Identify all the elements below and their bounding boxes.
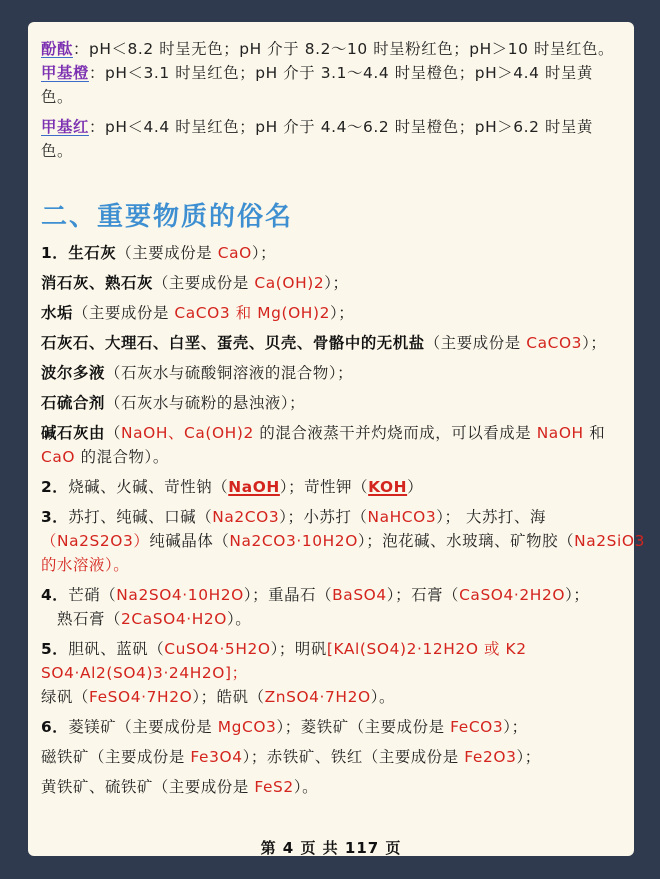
- formula: Ca(OH)2: [254, 274, 325, 292]
- formula: Na2SiO3: [574, 532, 645, 550]
- item-number: 2．: [41, 478, 69, 496]
- formula: SO4·Al2(SO4)3·24H2O]；: [41, 664, 248, 682]
- section-heading: 二、重要物质的俗名: [41, 202, 294, 232]
- formula: CaO: [41, 448, 76, 466]
- item-number: 1．: [41, 244, 69, 262]
- indicator-name: 甲基红: [41, 118, 89, 136]
- item-magnetite: [41, 745, 626, 769]
- item-text: ）；: [329, 304, 355, 322]
- spacer: [41, 163, 626, 193]
- item-soda: [41, 505, 626, 529]
- item-text: ）。: [370, 688, 396, 706]
- formula: Na2SO4·10H2O: [116, 586, 244, 604]
- formula: CaO: [217, 244, 252, 262]
- item-lime-sulfur: [41, 391, 626, 415]
- formula: KOH: [368, 478, 408, 496]
- formula: NaOH: [536, 424, 584, 442]
- item-text: （主要成份是: [72, 304, 175, 322]
- item-green-vitriol: [41, 685, 626, 709]
- item-text: ）；重晶石（: [243, 586, 333, 604]
- formula: Na2CO3·10H2O: [229, 532, 358, 550]
- page-content: [41, 37, 645, 799]
- formula: Fe3O4: [190, 748, 243, 766]
- item-text: ）；: [503, 718, 528, 736]
- item-pyrite: [41, 775, 626, 799]
- item-text: 磁铁矿（主要成份是: [41, 748, 191, 766]
- document-page: [28, 22, 645, 857]
- common-name: 水垢: [41, 304, 73, 322]
- item-text: （主要成份是: [152, 274, 255, 292]
- page-footer: 第 4 页 共 117 页: [260, 839, 402, 857]
- item-text: 的混合液蒸干并灼烧而成，可以看成是: [253, 424, 537, 442]
- item-blue-vitriol: [41, 637, 626, 661]
- item-text: 黄铁矿、硫铁矿（主要成份是: [41, 778, 255, 796]
- item-soda-lime-cont: [41, 445, 626, 469]
- indicator-name: 酚酞: [41, 40, 73, 58]
- item-number: 4．: [41, 586, 69, 604]
- item-text: ）；明矾: [270, 640, 327, 658]
- item-text: ）；菱铁矿（主要成份是: [276, 718, 451, 736]
- indicator-name: 甲基橙: [41, 64, 89, 82]
- item-scale: [41, 301, 626, 325]
- item-text: （主要成份是: [116, 244, 218, 262]
- item-text: 绿矾（: [41, 688, 89, 706]
- item-caustic-soda: [41, 475, 626, 499]
- common-name: 消石灰、熟石灰: [41, 274, 153, 292]
- item-soda-lime: [41, 421, 626, 445]
- item-text: ）。: [227, 610, 252, 628]
- formula: NaOH、Ca(OH)2: [120, 424, 254, 442]
- item-number: 5．: [41, 640, 69, 658]
- indicator-text: ：pH＜4.4 时呈红色；pH 介于 4.4～6.2 时呈橙色；pH＞6.2 时呈黄: [88, 118, 593, 136]
- item-text: ）；: [516, 748, 541, 766]
- item-text: ）。: [293, 778, 319, 796]
- item-number: 3．: [41, 508, 69, 526]
- item-text: ）； 大苏打、海: [436, 508, 546, 526]
- formula: 的水溶液）。: [41, 556, 130, 574]
- item-slaked-lime: [41, 271, 626, 295]
- item-glauber-salt: [41, 583, 626, 607]
- item-text: ）；: [251, 244, 277, 262]
- formula: Na2CO3: [212, 508, 280, 526]
- item-text: （石灰水与硫酸铜溶液的混合物）；: [104, 364, 354, 382]
- common-name: 碱石灰由: [41, 424, 105, 442]
- item-blue-vitriol-cont: [41, 661, 626, 685]
- indicator-continuation: 色。: [41, 142, 73, 160]
- item-text: 熟石膏（: [57, 610, 121, 628]
- item-text: （: [104, 424, 121, 442]
- item-text: ）；皓矾（: [192, 688, 265, 706]
- indicator-text: ：pH＜8.2 时呈无色；pH 介于 8.2～10 时呈粉红色；pH＞10 时呈红色。: [72, 40, 614, 58]
- common-name: 生石灰: [68, 244, 117, 262]
- item-text: ）；: [582, 334, 607, 352]
- item-text: 菱镁矿（主要成份是: [68, 718, 218, 736]
- item-limestone: [41, 331, 626, 355]
- common-name: 石灰石、大理石、白垩、蛋壳、贝壳、骨骼中的无机盐: [41, 334, 425, 352]
- formula: FeSO4·7H2O: [88, 688, 193, 706]
- formula: ZnSO4·7H2O: [264, 688, 371, 706]
- item-text: （主要成份是: [424, 334, 527, 352]
- item-text: 纯碱晶体（: [149, 532, 230, 550]
- item-text: ）: [407, 478, 424, 496]
- indicator-continuation: 色。: [41, 88, 73, 106]
- common-name: 石硫合剂: [41, 394, 105, 412]
- item-text: ）；: [324, 274, 349, 292]
- formula: [KAl(SO4)2·12H2O 或 K2: [326, 640, 527, 658]
- formula: BaSO4: [332, 586, 387, 604]
- formula: NaHCO3: [367, 508, 437, 526]
- formula: 2CaSO4·H2O: [120, 610, 227, 628]
- formula: FeS2: [254, 778, 294, 796]
- item-text: ）；赤铁矿、铁红（主要成份是: [242, 748, 465, 766]
- formula: CaCO3: [526, 334, 583, 352]
- item-text: 的混合物）。: [75, 448, 169, 466]
- indicator-methyl-orange: [41, 61, 626, 85]
- item-text: 芒硝（: [68, 586, 117, 604]
- formula: CuSO4·5H2O: [164, 640, 271, 658]
- item-soda-cont: [41, 553, 626, 577]
- item-soda-cont: [41, 529, 645, 553]
- item-bordeaux: [41, 361, 626, 385]
- item-text: ）；苛性钾（: [279, 478, 369, 496]
- formula: MgCO3: [217, 718, 277, 736]
- item-text: ）；小苏打（: [279, 508, 368, 526]
- item-text: 烧碱、火碱、苛性钠（: [68, 478, 229, 496]
- item-text: 苏打、纯碱、口碱（: [68, 508, 213, 526]
- item-text: ）；泡花碱、水玻璃、矿物胶（: [357, 532, 575, 550]
- formula: CaCO3 和 Mg(OH)2: [174, 304, 330, 322]
- common-name: 波尔多液: [41, 364, 105, 382]
- indicator-text: ：pH＜3.1 时呈红色；pH 介于 3.1～4.4 时呈橙色；pH＞4.4 时呈黄: [88, 64, 593, 82]
- item-number: 6．: [41, 718, 69, 736]
- formula: NaOH: [228, 478, 280, 496]
- item-glauber-salt-cont: [41, 607, 626, 631]
- item-text: ）；石膏（: [386, 586, 460, 604]
- formula: FeCO3: [450, 718, 504, 736]
- item-text: 胆矾、蓝矾（: [68, 640, 165, 658]
- formula: CaSO4·2H2O: [459, 586, 566, 604]
- indicator-methyl-red: [41, 115, 626, 139]
- formula: （Na2S2O3）: [41, 532, 150, 550]
- item-quicklime: [41, 241, 626, 265]
- item-magnesite: [41, 715, 626, 739]
- item-text: （石灰水与硫粉的悬浊液）；: [104, 394, 306, 412]
- item-text: 和: [583, 424, 606, 442]
- item-text: ）；: [565, 586, 590, 604]
- formula: Fe2O3: [464, 748, 517, 766]
- indicator-phenolphthalein: [41, 37, 626, 61]
